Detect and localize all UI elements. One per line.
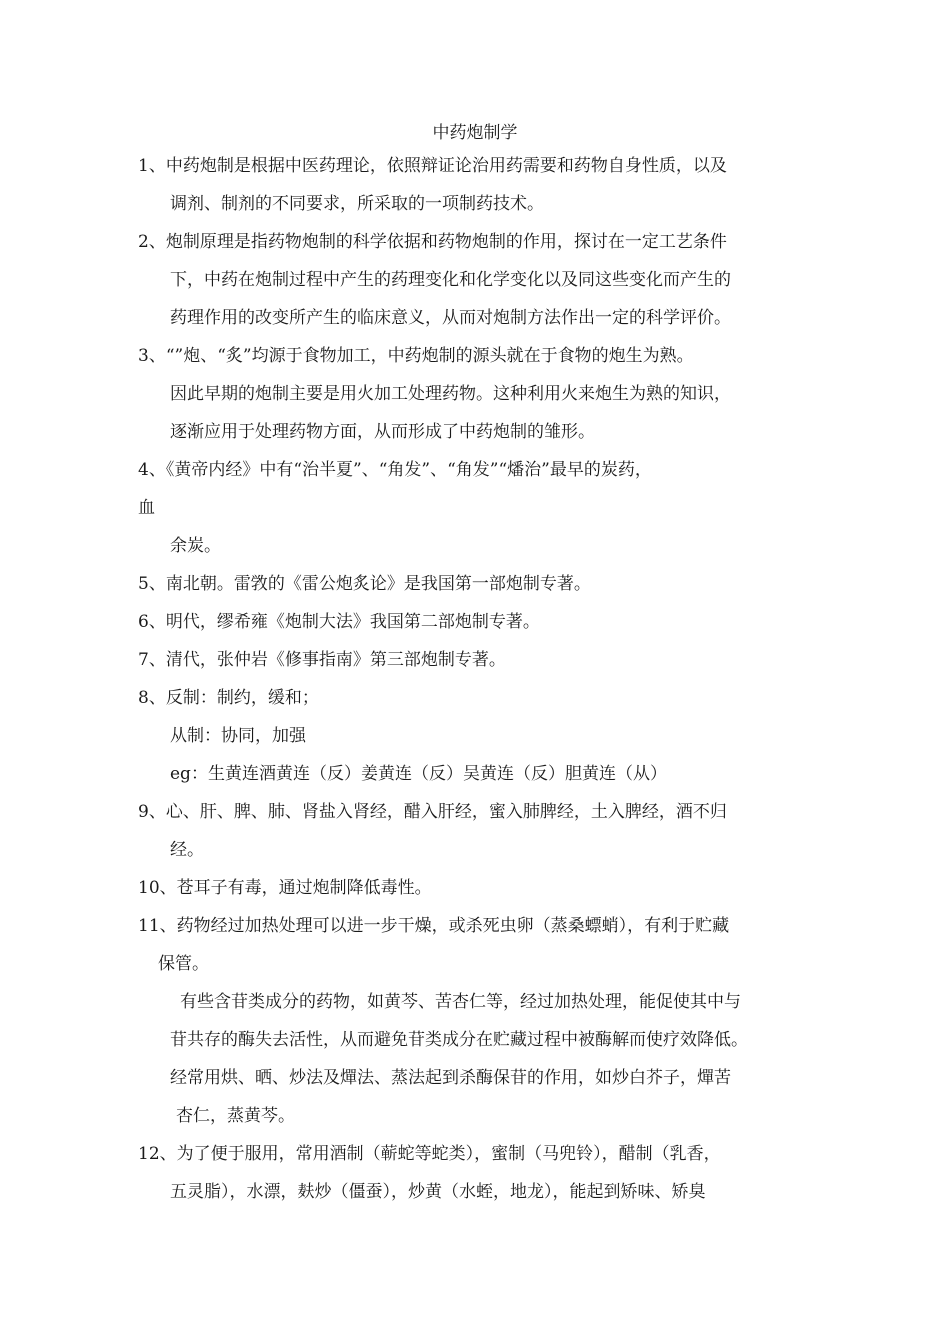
item-number: 2、 [138,232,166,252]
text-line: 有些含苷类成分的药物，如黄芩、苦杏仁等，经过加热处理，能促使其中与 [180,992,741,1012]
item-text: 中药炮制是根据中医药理论，依照辩证论治用药需要和药物自身性质，以及 [165,156,727,176]
text-line: 血 [138,498,155,518]
item-number: 7、 [138,650,166,670]
item-number: 3、 [138,346,166,366]
text-line: eg：生黄连酒黄连（反）姜黄连（反）吴黄连（反）胆黄连（从） [170,764,667,784]
text-line: 逐渐应用于处理药物方面，从而形成了中药炮制的雏形。 [170,422,595,442]
list-item-12 [138,1142,721,1166]
item-text: 明代，缪希雍《炮制大法》我国第二部炮制专著。 [165,612,540,632]
item-text: 心、肝、脾、肺、肾盐入肾经，醋入肝经，蜜入肺脾经，土入脾经，酒不归 [165,802,727,822]
item-number: 5、 [138,574,166,594]
item-number: 9、 [138,802,166,822]
item-text: 反制：制约，缓和； [165,688,319,708]
item-number: 11、 [138,916,177,936]
item-number: 12、 [138,1144,177,1164]
list-item-4 [138,458,652,482]
item-text: 为了便于服用，常用酒制（蕲蛇等蛇类），蜜制（马兜铃），醋制（乳香， [176,1144,721,1164]
item-text: 南北朝。雷敩的《雷公炮炙论》是我国第一部炮制专著。 [165,574,591,594]
item-text: 药物经过加热处理可以进一步干燥，或杀死虫卵（蒸桑螵蛸），有利于贮藏 [176,916,730,936]
text-line: 调剂、制剂的不同要求，所采取的一项制药技术。 [170,194,544,214]
text-line: 五灵脂），水漂，麸炒（僵蚕），炒黄（水蛭，地龙），能起到矫味、矫臭 [170,1182,706,1202]
text-line: 经常用烘、晒、炒法及燀法、蒸法起到杀酶保苷的作用，如炒白芥子，燀苦 [170,1068,731,1088]
text-line: 余炭。 [170,536,221,556]
list-item-2 [138,230,727,254]
item-number: 6、 [138,612,166,632]
item-number: 8、 [138,688,166,708]
list-item-6 [138,610,540,634]
list-item-1 [138,154,727,178]
text-line: 保管。 [158,954,209,974]
list-item-7 [138,648,506,672]
item-number: 10、 [138,878,177,898]
list-item-10 [138,876,432,900]
list-item-8 [138,686,319,710]
text-line: 苷共存的酶失去活性，从而避免苷类成分在贮藏过程中被酶解而使疗效降低。 [170,1030,748,1050]
text-line: 杏仁，蒸黄芩。 [176,1106,295,1126]
item-text: 《黄帝内经》中有“治半夏”、“角发”、“角发”“燔治”最早的炭药， [165,460,652,480]
item-number: 1、 [138,156,166,176]
item-text: 炮制原理是指药物炮制的科学依据和药物炮制的作用，探讨在一定工艺条件 [165,232,727,252]
text-line: 从制：协同，加强 [170,726,306,746]
item-text: 苍耳子有毒，通过炮制降低毒性。 [176,878,432,898]
item-text: “”炮、“炙”均源于食物加工，中药炮制的源头就在于食物的炮生为熟。 [165,346,694,366]
text-line: 经。 [170,840,204,860]
list-item-3 [138,344,694,368]
text-line: 药理作用的改变所产生的临床意义，从而对炮制方法作出一定的科学评价。 [170,308,731,328]
item-number: 4、 [138,460,166,480]
document-title: 中药炮制学 [432,123,518,143]
list-item-11 [138,914,729,938]
text-line: 下，中药在炮制过程中产生的药理变化和化学变化以及同这些变化而产生的 [170,270,731,290]
item-text: 清代，张仲岩《修事指南》第三部炮制专著。 [165,650,506,670]
list-item-9 [138,800,727,824]
text-line: 因此早期的炮制主要是用火加工处理药物。这种利用火来炮生为熟的知识， [170,384,731,404]
list-item-5 [138,572,591,596]
